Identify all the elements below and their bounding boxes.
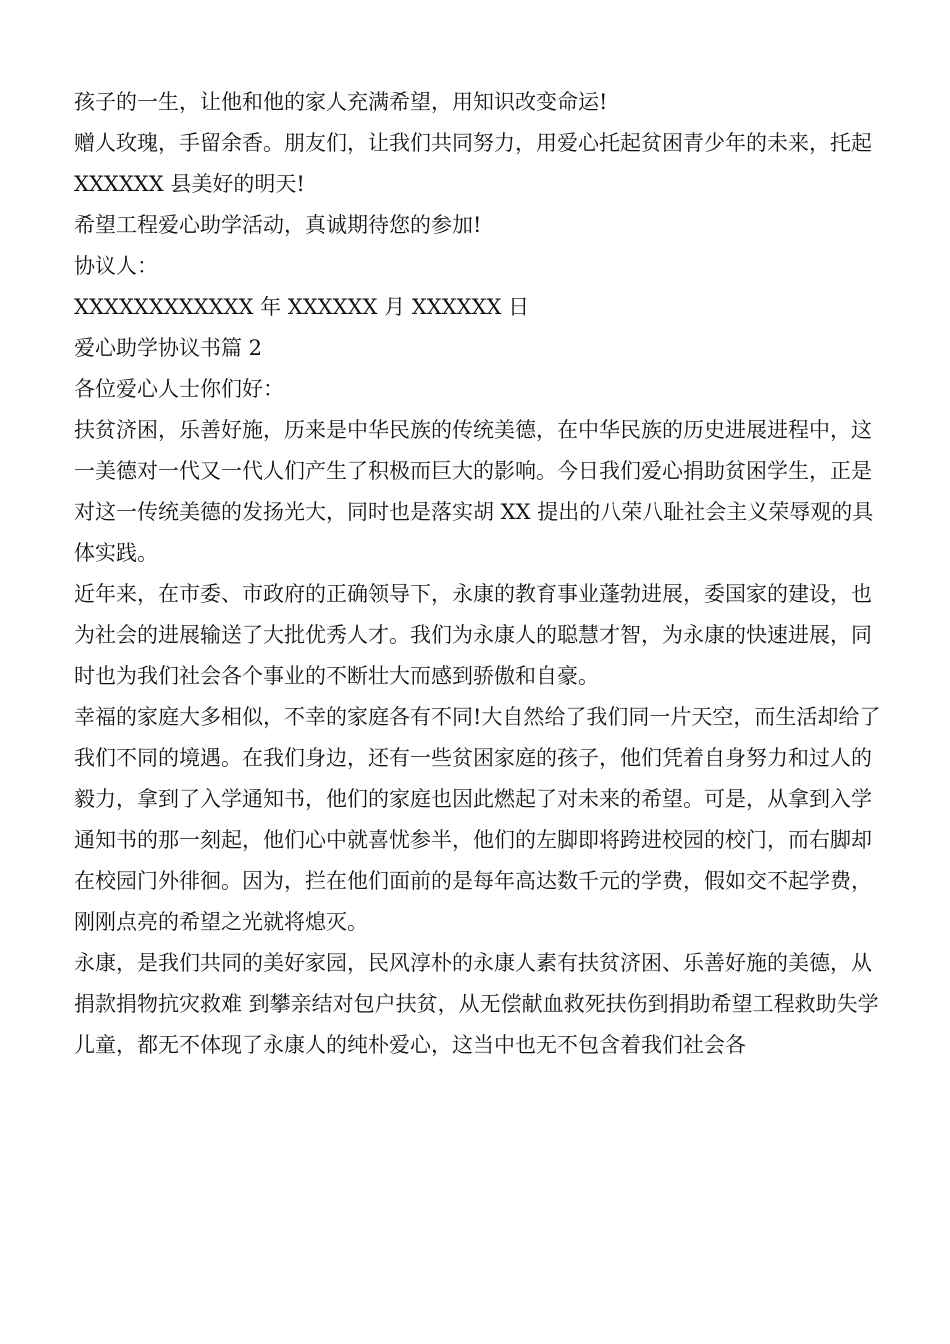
signatory-label: 协议人： xyxy=(74,254,158,278)
paragraph-7: 永康，是我们共同的美好家园，民风淳朴的永康人素有扶贫济困、乐善好施的美德，从捐款捐物抗灾救难 到攀亲结对包户扶贫，从无偿献血救死扶伤到捐助希望工程救助失学儿童，都无不体现了永康人的纯朴爱心，这当中也无不包含着我们社会各 xyxy=(74,951,879,1057)
paragraph-6: 幸福的家庭大多相似，不幸的家庭各有不同!大自然给了我们同一片天空，而生活却给了我们不同的境遇。在我们身边，还有一些贫困家庭的孩子，他们凭着自身努力和过人的毅力，拿到了入学通知书，他们的家庭也因此燃起了对未来的希望。可是，从拿到入学通知书的那一刻起，他们心中就喜忧参半，他们的左脚即将跨进校园的校门，而右脚却在校园门外徘徊。因为，拦在他们面前的是每年高达数千元的学费，假如交不起学费，刚刚点亮的希望之光就将熄灭。 xyxy=(74,705,881,934)
document-body xyxy=(74,82,884,1066)
date-line: XXXXXXXXXXXX 年 XXXXXX 月 XXXXXX 日 xyxy=(74,295,530,319)
paragraph-3: 希望工程爱心助学活动，真诚期待您的参加! xyxy=(74,213,482,237)
paragraph-1: 孩子的一生，让他和他的家人充满希望，用知识改变命运! xyxy=(74,90,608,114)
section-title: 爱心助学协议书篇 2 xyxy=(74,336,263,360)
paragraph-5: 近年来，在市委、市政府的正确领导下，永康的教育事业蓬勃进展，委国家的建设，也为社会的进展输送了大批优秀人才。我们为永康人的聪慧才智，为永康的快速进展，同时也为我们社会各个事业的不断壮大而感到骄傲和自豪。 xyxy=(74,582,872,688)
salutation: 各位爱心人士你们好： xyxy=(74,377,284,401)
paragraph-4: 扶贫济困，乐善好施，历来是中华民族的传统美德，在中华民族的历史进展进程中，这一美德对一代又一代人们产生了积极而巨大的影响。今日我们爱心捐助贫困学生，正是对这一传统美德的发扬光大，同时也是落实胡 XX 提出的八荣八耻社会主义荣辱观的具体实践。 xyxy=(74,418,874,565)
paragraph-2: 赠人玫瑰，手留余香。朋友们，让我们共同努力，用爱心托起贫困青少年的未来，托起 XXXXXX 县美好的明天! xyxy=(74,131,872,196)
